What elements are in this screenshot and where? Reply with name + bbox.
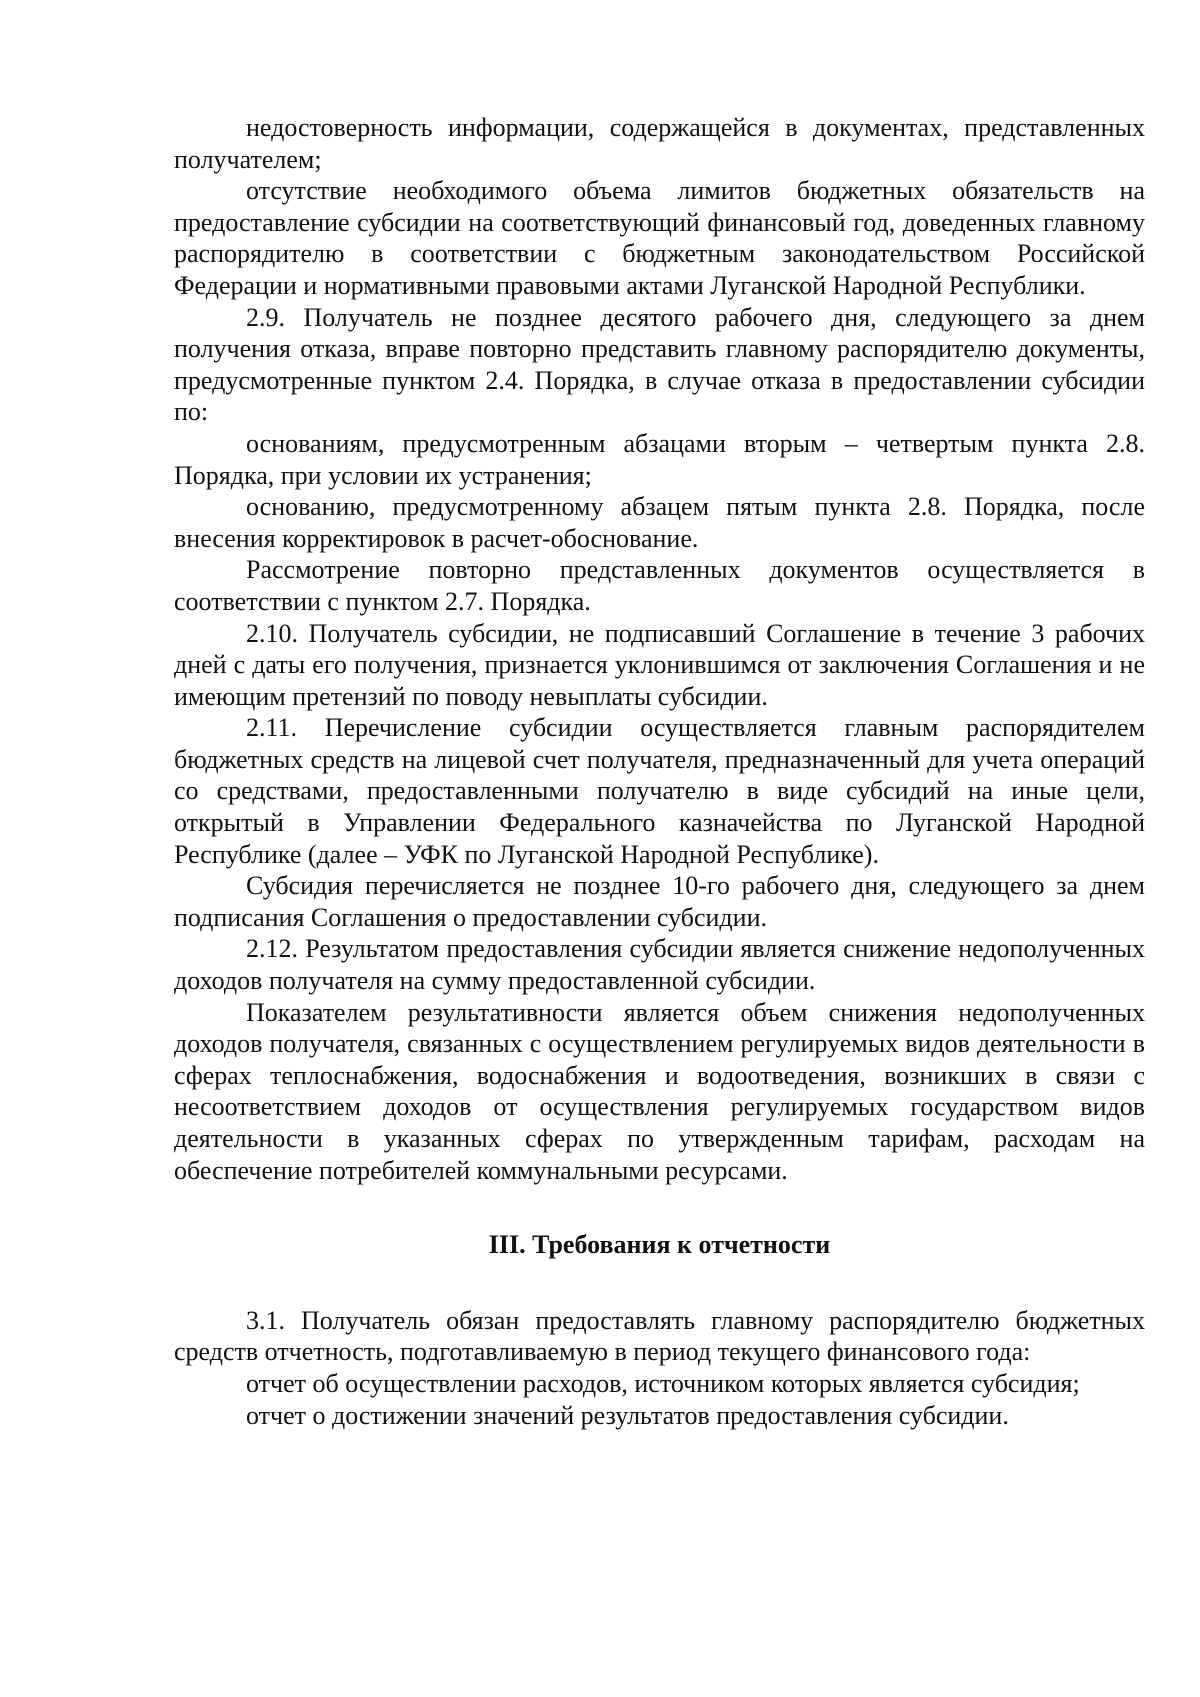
- paragraph-ground-5: основанию, предусмотренному абзацем пятым пункта 2.8. Порядка, после внесения корректировок в расчет-обоснование.: [174, 492, 1145, 553]
- paragraph-2-12: 2.12. Результатом предоставления субсидии является снижение недополученных доходов получателя на сумму предоставленной субсидии.: [174, 934, 1145, 996]
- paragraph-budget-limits: отсутствие необходимого объема лимитов бюджетных обязательств на предоставление субсидии на соответствующий финансовый год, доведенных главному распорядителю в соответствии с бюджетным законодательством Российской Федерации и нормативными правовыми актами Луганской Народной Республики.: [174, 176, 1145, 300]
- paragraph-3-1: 3.1. Получатель обязан предоставлять главному распорядителю бюджетных средств отчетность, подготавливаемую в период текущего финансового года:: [174, 1305, 1145, 1367]
- paragraph-expense-report: отчет об осуществлении расходов, источником которых является субсидия;: [246, 1368, 1080, 1398]
- paragraph-2-10: 2.10. Получатель субсидии, не подписавший Соглашение в течение 3 рабочих дней с даты его получения, признается уклонившимся от заключения Соглашения и не имеющим претензий по поводу невыплаты субсидии.: [174, 618, 1145, 711]
- paragraph-results-report: отчет о достижении значений результатов предоставления субсидии.: [246, 1400, 1009, 1430]
- paragraph-grounds-2-4: основаниям, предусмотренным абзацами вторым – четвертым пункта 2.8. Порядка, при условии их устранения;: [174, 428, 1145, 490]
- paragraph-2-9: 2.9. Получатель не позднее десятого рабочего дня, следующего за днем получения отказа, вправе повторно представить главному распорядителю документы, предусмотренные пунктом 2.4. Порядка, в случае отказа в предоставлении субсидии по:: [174, 302, 1145, 427]
- paragraph-unreliable-information: недостоверность информации, содержащейся в документах, представленных получателем;: [174, 113, 1145, 174]
- paragraph-transfer-deadline: Субсидия перечисляется не позднее 10-го рабочего дня, следующего за днем подписания Соглашения о предоставлении субсидии.: [174, 871, 1145, 932]
- section-heading: III. Требования к отчетности: [488, 1230, 831, 1260]
- document-page: [174, 112, 1145, 1431]
- paragraph-2-11: 2.11. Перечисление субсидии осуществляется главным распорядителем бюджетных средств на лицевой счет получателя, предназначенный для учета операций со средствами, предоставленными получателю в виде субсидий на иные цели, открытый в Управлении Федерального казначейства по Луганской Народной Республике (далее – УФК по Луганской Народной Республике).: [174, 713, 1145, 869]
- paragraph-performance-indicator: Показателем результативности является объем снижения недополученных доходов получателя, связанных с осуществлением регулируемых видов деятельности в сферах теплоснабжения, водоснабжения и водоотведения, возникших в связи с несоответствием доходов от осуществления регулируемых государством видов деятельности в указанных сферах по утвержденным тарифам, расходам на обеспечение потребителей коммунальными ресурсами.: [174, 997, 1145, 1185]
- paragraph-reconsideration: Рассмотрение повторно представленных документов осуществляется в соответствии с пунктом 2.7. Порядка.: [174, 555, 1145, 616]
